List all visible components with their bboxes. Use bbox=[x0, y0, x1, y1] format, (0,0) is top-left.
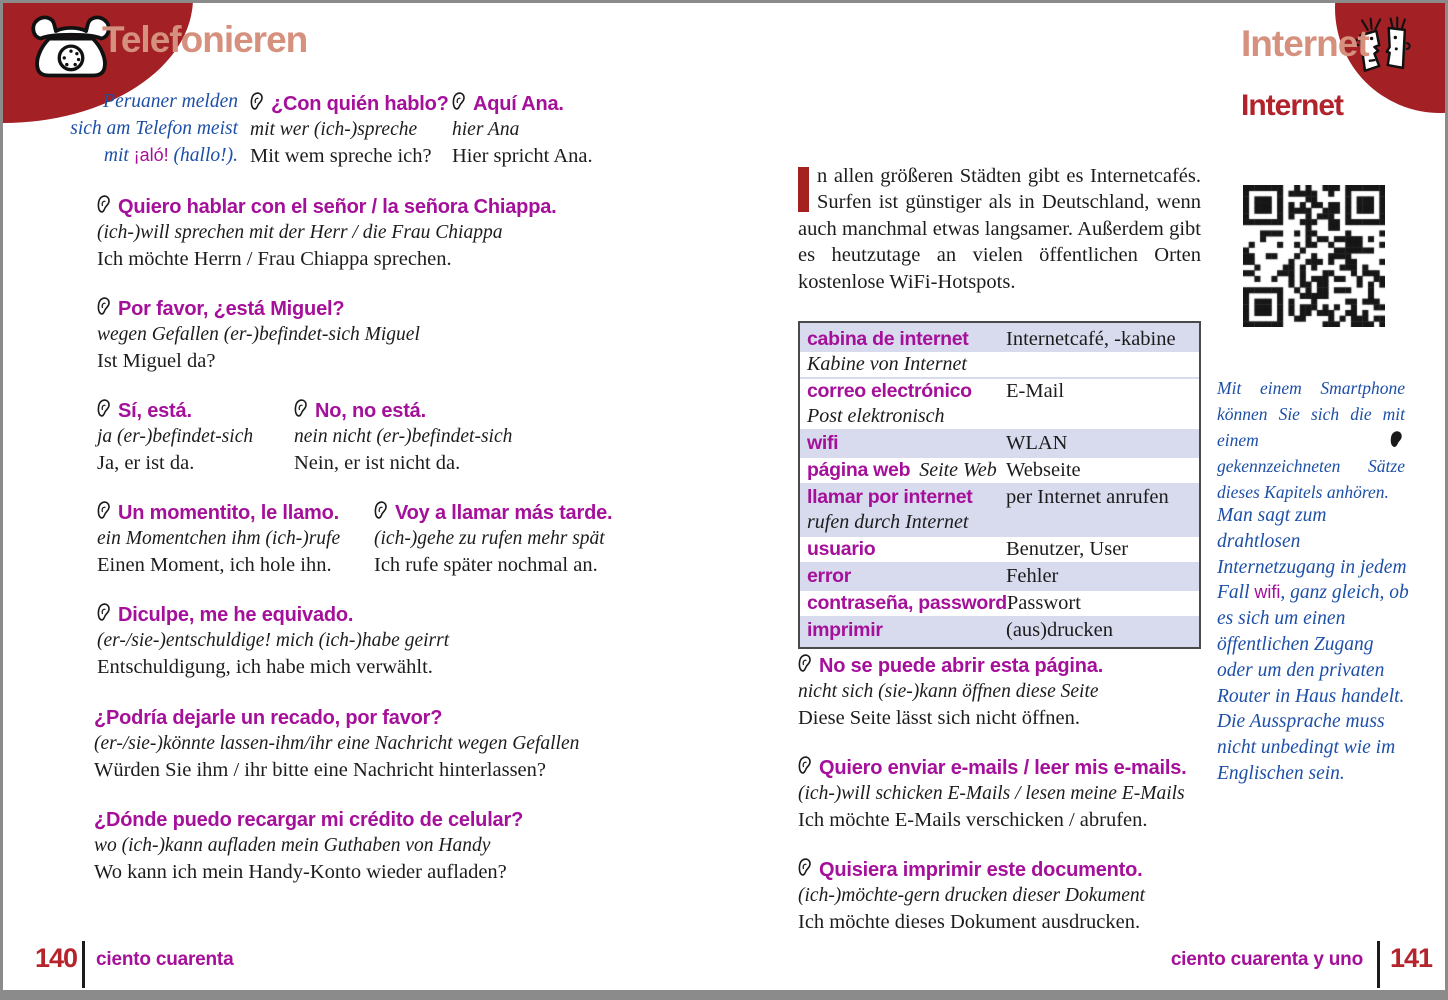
phrase-si-esta: Sí, está. ja (er-)befindet-sich Ja, er ist da. bbox=[97, 400, 254, 474]
phrase-aqui-ana: Aquí Ana. hier Ana Hier spricht Ana. bbox=[452, 93, 593, 167]
intro-paragraph bbox=[798, 163, 1201, 295]
phrase-voy-a-llamar: Voy a llamar más tarde. (ich-)gehe zu rufen mehr spät Ich rufe später nochmal an. bbox=[374, 502, 613, 576]
ear-icon bbox=[798, 858, 812, 878]
phrase-donde: ¿Dónde puedo recargar mi crédito de celular? wo (ich-)kann aufladen mein Guthaben von Handy Wo kann ich mein Handy-Konto wieder aufladen? bbox=[94, 809, 524, 883]
phrase-no-se-puede: No se puede abrir esta página. nicht sich (sie-)kann öffnen diese Seite Diese Seite lässt sich nicht öffnen. bbox=[798, 655, 1104, 729]
margin-note-line3-post: (hallo!). bbox=[168, 145, 238, 166]
margin-note-alo-word: ¡aló! bbox=[133, 145, 169, 165]
phrase-con-quien: ¿Con quién hablo? mit wer (ich-)spreche Mit wem spreche ich? bbox=[250, 93, 449, 167]
ear-icon bbox=[374, 501, 388, 521]
qr-code bbox=[1243, 185, 1385, 327]
phrase-no-esta: No, no está. nein nicht (er-)befindet-sich Nein, er ist nicht da. bbox=[294, 400, 513, 474]
table-row: error Fehler bbox=[800, 564, 1199, 589]
table-row: página web Seite Web Webseite bbox=[800, 458, 1199, 483]
wifi-note: Man sagt zum drahtlosen Internetzugang in jedem Fall wifi, ganz gleich, ob es sich um einen öffentlichen Zugang oder um den privaten Router in Haus handelt. Die Aussprache muss nicht unbedingt wie im Englischen sein. bbox=[1217, 505, 1409, 784]
ear-icon bbox=[452, 92, 466, 112]
ear-icon bbox=[1390, 431, 1403, 449]
margin-note-line3-pre: mit bbox=[103, 145, 134, 166]
chapter-title-right: Internet bbox=[1241, 23, 1369, 64]
table-row: llamar por internet per Internet anrufen rufen durch Internet bbox=[800, 485, 1199, 535]
table-row: cabina de internet Internetcafé, -kabine Kabine von Internet bbox=[800, 327, 1199, 377]
dropcap-letter bbox=[798, 167, 809, 212]
ear-icon bbox=[97, 501, 111, 521]
page-words-left: ciento cuarenta bbox=[96, 949, 234, 970]
phrase-quisiera: Quisiera imprimir este documento. (ich-)möchte-gern drucken dieser Dokument Ich möchte dieses Dokument ausdrucken. bbox=[798, 859, 1146, 933]
phrase-por-favor: Por favor, ¿está Miguel? wegen Gefallen (er-)befindet-sich Miguel Ist Miguel da? bbox=[97, 298, 420, 372]
margin-note-alo bbox=[55, 89, 238, 170]
phrase-un-momentito: Un momentito, le llamo. ein Momentchen ihm (ich-)rufe Einen Moment, ich hole ihn. bbox=[97, 502, 341, 576]
vocab-table bbox=[798, 321, 1201, 649]
wifi-word: wifi bbox=[1254, 582, 1281, 603]
chapter-title-left: Telefonieren bbox=[102, 19, 308, 60]
ear-icon bbox=[97, 297, 111, 317]
book-spread bbox=[3, 3, 1445, 990]
telephone-icon bbox=[29, 9, 113, 95]
phrase-podria: ¿Podría dejarle un recado, por favor? (er-/sie-)könnte lassen-ihm/ihr eine Nachricht wegen Gefallen Würden Sie ihm / ihr bitte eine Nachricht hinterlassen? bbox=[94, 707, 580, 781]
intro-text: n allen größeren Städten gibt es Internetcafés. Surfen ist günstiger als in Deutschland, wenn auch manchmal etwas langsamer. Außerdem gibt es heutzutage an vielen öffentlichen Orten kostenlose WiFi-Hotspots. bbox=[798, 165, 1201, 293]
ear-icon bbox=[250, 92, 264, 112]
footer-divider-right bbox=[1377, 941, 1380, 988]
phrase-disculpe: Diculpe, me he equivado. (er-/sie-)entschuldige! mich (ich-)habe geirrt Entschuldigung, ich habe mich verwählt. bbox=[97, 604, 450, 678]
table-row: usuario Benutzer, User bbox=[800, 537, 1199, 562]
page-number-right: 141 bbox=[1390, 943, 1433, 973]
margin-note-line1: Peruaner melden bbox=[103, 91, 238, 112]
table-row: contraseña, password Passwort bbox=[800, 591, 1199, 616]
table-row: correo electrónico E-Mail Post elektronisch bbox=[800, 379, 1199, 429]
ear-icon bbox=[798, 756, 812, 776]
ear-icon bbox=[97, 195, 111, 215]
ear-icon bbox=[294, 399, 308, 419]
table-row: imprimir (aus)drucken bbox=[800, 618, 1199, 643]
page-number-left: 140 bbox=[35, 943, 78, 973]
ear-icon bbox=[97, 603, 111, 623]
footer-divider-left bbox=[82, 941, 85, 988]
margin-note-line2: sich am Telefon meist bbox=[70, 117, 238, 139]
section-heading-internet: Internet bbox=[1241, 89, 1344, 122]
page-words-right: ciento cuarenta y uno bbox=[1170, 949, 1363, 970]
phrase-quiero-enviar: Quiero enviar e-mails / leer mis e-mails. (ich-)will schicken E-Mails / lesen meine E-Mails Ich möchte E-Mails verschicken / abrufen. bbox=[798, 757, 1187, 831]
ear-icon bbox=[798, 654, 812, 674]
ear-icon bbox=[97, 399, 111, 419]
smartphone-note: Mit einem Smartphone können Sie sich die mit einem gekennzeichneten Sätze dieses Kapitels anhören. bbox=[1217, 378, 1405, 502]
phrase-quiero-hablar: Quiero hablar con el señor / la señora Chiappa. (ich-)will sprechen mit der Herr / die Frau Chiappa Ich möchte Herrn / Frau Chiappa sprechen. bbox=[97, 196, 557, 270]
table-row: wifi WLAN bbox=[800, 431, 1199, 456]
